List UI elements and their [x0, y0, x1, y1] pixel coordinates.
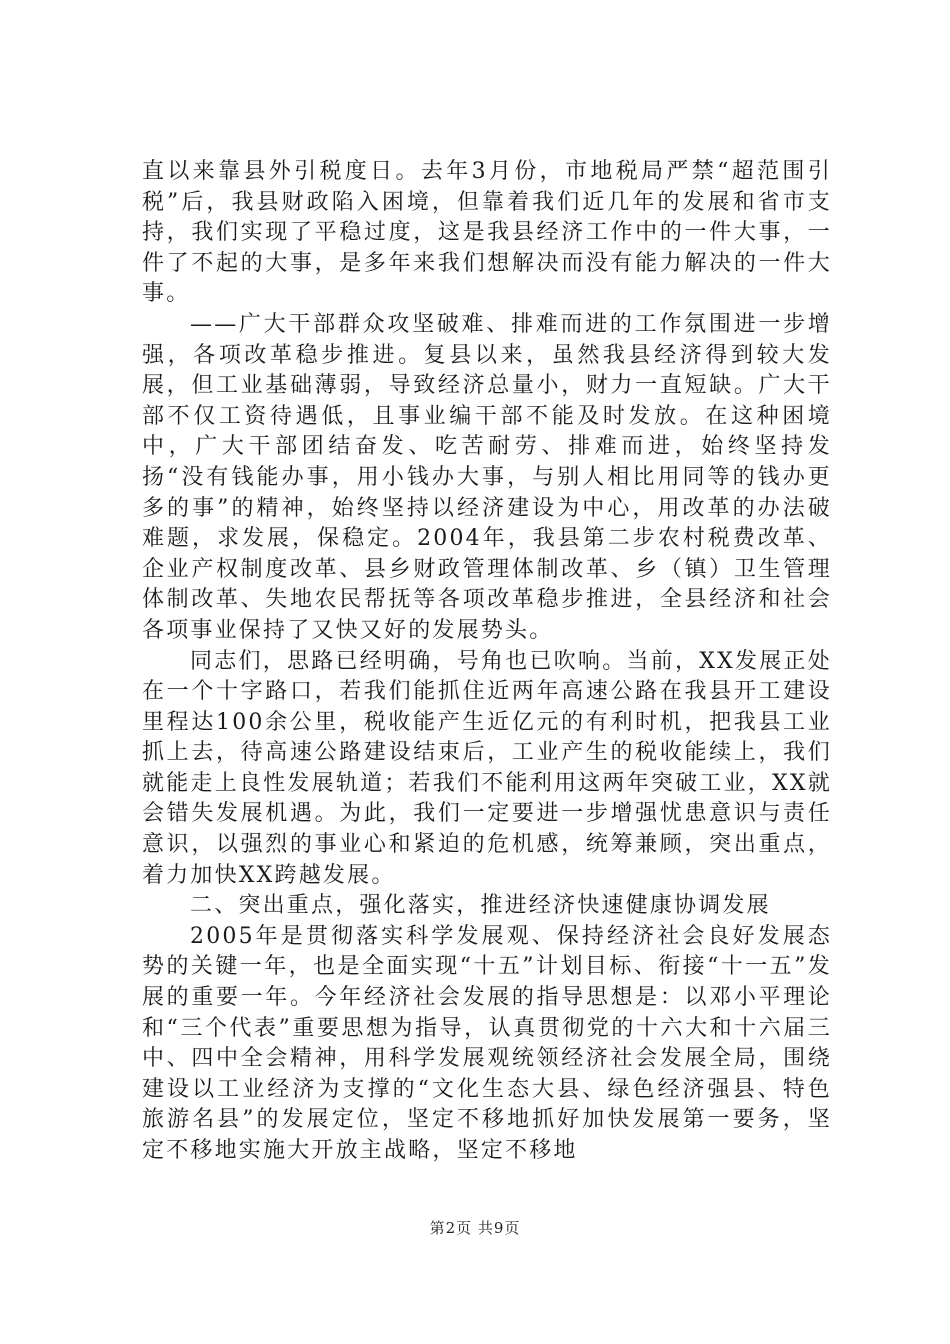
section-heading: 二、突出重点，强化落实，推进经济快速健康协调发展: [190, 893, 771, 919]
paragraph-5: 2005年是贯彻落实科学发展观、保持经济社会良好发展态势的关键一年，也是全面实现“十五”计划目标、衔接“十一五”发展的重要一年。今年经济社会发展的指导思想是：以邓小平理论和“三个代表”重要思想为指导，认真贯彻党的十六大和十六届三中、四中全会精神，用科学发展观统领经济社会发展全局，围绕建设以工业经济为支撑的“文化生态大县、绿色经济强县、特色旅游名县”的发展定位，坚定不移地抓好加快发展第一要务，坚定不移地实施大开放主战略，坚定不移地: [142, 923, 832, 1163]
paragraph-3: 同志们，思路已经明确，号角也已吹响。当前，XX发展正处在一个十字路口，若我们能抓住近两年高速公路在我县开工建设里程达100余公里，税收能产生近亿元的有利时机，把我县工业抓上去，待高速公路建设结束后，工业产生的税收能续上，我们就能走上良性发展轨道；若我们不能利用这两年突破工业，XX就会错失发展机遇。为此，我们一定要进一步增强忧患意识与责任意识，以强烈的事业心和紧迫的危机感，统筹兼顾，突出重点，着力加快XX跨越发展。: [142, 648, 832, 888]
page-footer: [0, 1217, 950, 1238]
page-number: 第2页 共9页: [429, 1219, 521, 1237]
paragraph-2: ——广大干部群众攻坚破难、排难而进的工作氛围进一步增强，各项改革稳步推进。复县以来，虽然我县经济得到较大发展，但工业基础薄弱，导致经济总量小，财力一直短缺。广大干部不仅工资待遇低，且事业编干部不能及时发放。在这种困境中，广大干部团结奋发、吃苦耐劳、排难而进，始终坚持发扬“没有钱能办事，用小钱办大事，与别人相比用同等的钱办更多的事”的精神，始终坚持以经济建设为中心，用改革的办法破难题，求发展，保稳定。2004年，我县第二步农村税费改革、企业产权制度改革、县乡财政管理体制改革、乡（镇）卫生管理体制改革、失地农民帮抚等各项改革稳步推进，全县经济和社会各项事业保持了又快又好的发展势头。: [142, 311, 832, 643]
paragraph-1: 直以来靠县外引税度日。去年3月份，市地税局严禁“超范围引税”后，我县财政陷入困境，但靠着我们近几年的发展和省市支持，我们实现了平稳过度，这是我县经济工作中的一件大事，一件了不起的大事，是多年来我们想解决而没有能力解决的一件大事。: [142, 159, 832, 307]
document-body: [142, 157, 832, 1167]
